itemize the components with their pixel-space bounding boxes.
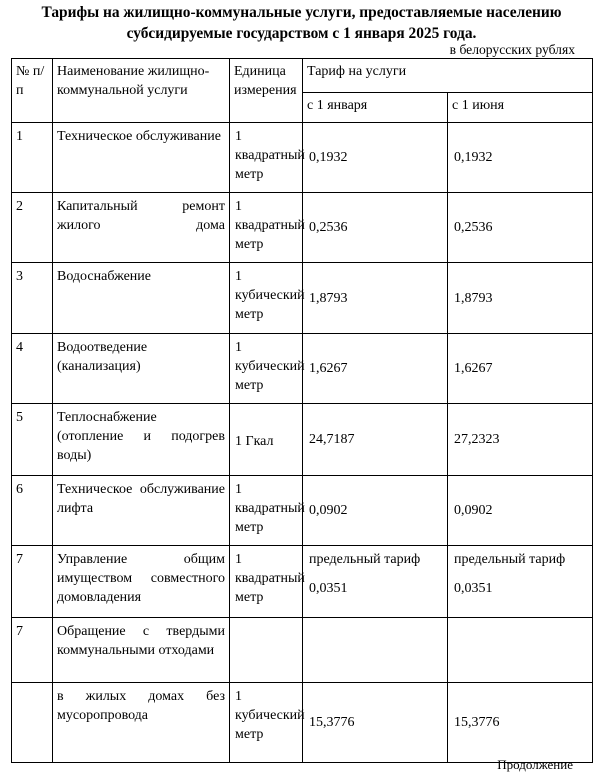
table-row	[12, 618, 593, 683]
document-title	[0, 2, 603, 44]
row-num	[12, 683, 53, 763]
row-unit: 1 кубический метр	[230, 334, 303, 404]
row-name: Техническое обслуживание лифта	[53, 476, 230, 546]
row-name: Водоотведение (канализация)	[53, 334, 230, 404]
row-num: 2	[12, 193, 53, 263]
row-name: Водоснабжение	[53, 263, 230, 334]
row-num: 3	[12, 263, 53, 334]
row-num: 4	[12, 334, 53, 404]
row-jan: 24,7187	[303, 404, 448, 476]
table-row	[12, 334, 593, 404]
row-num: 1	[12, 123, 53, 193]
table-row	[12, 263, 593, 334]
table-row	[12, 123, 593, 193]
row-unit: 1 кубический метр	[230, 683, 303, 763]
row-jan: 0,0351	[309, 581, 348, 596]
row-num: 7	[12, 546, 53, 618]
row-name: Управление общим имуществом совместного домовладения	[53, 546, 230, 618]
header-unit: Единица измерения	[230, 59, 303, 123]
tariff-table	[11, 58, 593, 763]
row-unit: 1 квадратный метр	[230, 193, 303, 263]
row-jan: 0,2536	[303, 193, 448, 263]
row-jan: 1,6267	[303, 334, 448, 404]
row-jun: 15,3776	[448, 683, 593, 763]
limit-tariff-label: предельный тариф	[454, 552, 566, 567]
row-jan: 1,8793	[303, 263, 448, 334]
table-row	[12, 193, 593, 263]
row-jun: 27,2323	[448, 404, 593, 476]
row-num: 6	[12, 476, 53, 546]
header-tariff: Тариф на услуги	[303, 59, 593, 93]
row-jan	[303, 618, 448, 683]
row-jun: 1,6267	[448, 334, 593, 404]
table-row	[12, 404, 593, 476]
row-unit: 1 квадратный метр	[230, 546, 303, 618]
row-jan-cell	[303, 546, 448, 618]
row-unit: 1 Гкал	[230, 404, 303, 476]
row-name: Капитальный ремонт жилого дома	[53, 193, 230, 263]
row-jan: 0,1932	[303, 123, 448, 193]
row-jun: 0,0351	[454, 581, 493, 596]
row-jun: 0,1932	[448, 123, 593, 193]
row-name: в жилых домах без мусоропровода	[53, 683, 230, 763]
currency-note: в белорусских рублях	[449, 42, 575, 57]
header-jan: с 1 января	[303, 93, 448, 123]
title-line-1: Тарифы на жилищно-коммунальные услуги, предоставляемые населению	[41, 4, 562, 21]
row-jun	[448, 618, 593, 683]
table-row	[12, 476, 593, 546]
row-unit: 1 кубический метр	[230, 263, 303, 334]
table-row	[12, 683, 593, 763]
header-jun: с 1 июня	[448, 93, 593, 123]
row-jan: 15,3776	[303, 683, 448, 763]
row-jun-cell	[448, 546, 593, 618]
header-row	[12, 59, 593, 93]
row-jun: 0,2536	[448, 193, 593, 263]
row-name: Теплоснабжение (отопление и подогрев воды)	[53, 404, 230, 476]
row-jun: 0,0902	[448, 476, 593, 546]
row-name: Техническое обслуживание	[53, 123, 230, 193]
row-name: Обращение с твердыми коммунальными отходами	[53, 618, 230, 683]
row-unit: 1 квадратный метр	[230, 123, 303, 193]
row-num: 7	[12, 618, 53, 683]
row-unit	[230, 618, 303, 683]
row-num: 5	[12, 404, 53, 476]
continuation-note: Продолжение	[497, 757, 573, 772]
row-jan: 0,0902	[303, 476, 448, 546]
header-num: № п/п	[12, 59, 53, 123]
row-unit: 1 квадратный метр	[230, 476, 303, 546]
header-name: Наименование жилищно-коммунальной услуги	[53, 59, 230, 123]
row-jun: 1,8793	[448, 263, 593, 334]
title-line-2: субсидируемые государством с 1 января 2025 года.	[126, 25, 477, 42]
limit-tariff-label: предельный тариф	[309, 552, 421, 567]
table-row	[12, 546, 593, 618]
